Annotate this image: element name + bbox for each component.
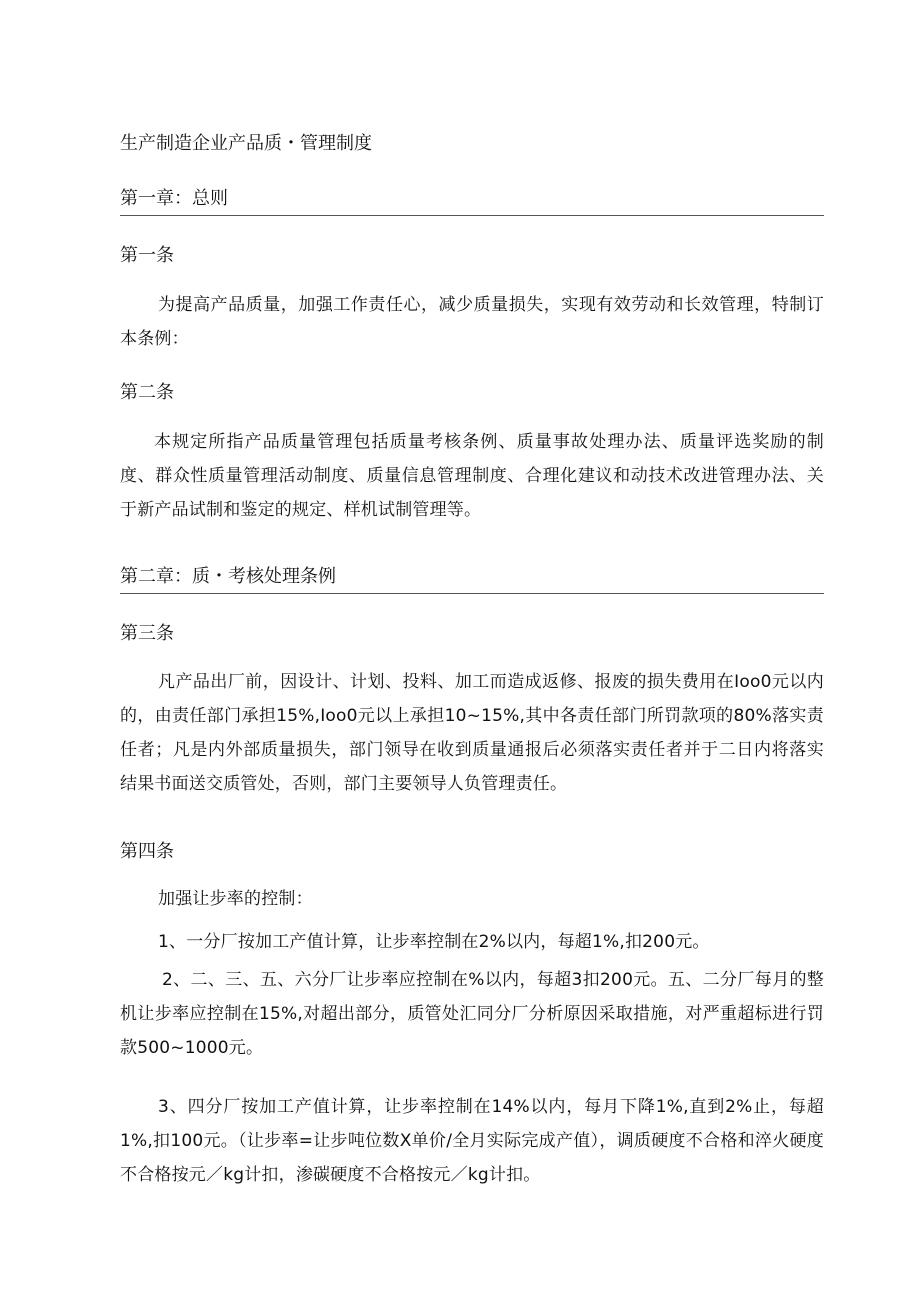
article-2-text: 本规定所指产品质量管理包括质量考核条例、质量事故处理办法、质量评选奖励的制度、群众性质量管理活动制度、质量信息管理制度、合理化建议和动技术改进管理办法、关于新产品试制和鉴定的规定、样机试制管理等。	[120, 432, 824, 520]
article-4-item-1: 1、一分厂按加工产值计算，让步率控制在2%以内，每超1%,扣200元。	[158, 932, 710, 952]
chapter-2-heading: 第二章：质・考核处理条例	[120, 565, 824, 594]
article-4-item-2: 2、二、三、五、六分厂让步率应控制在%以内，每超3扣200元。五、二分厂每月的整机让步率应控制在15%,对超出部分，质管处汇同分厂分析原因采取措施，对严重超标进行罚款500~1000元。	[120, 970, 824, 1058]
article-2-heading: 第二条	[120, 382, 174, 403]
article-4-item-3: 3、四分厂按加工产值计算，让步率控制在14%以内，每月下降1%,直到2%止，每超1%,扣100元。（让步率=让步吨位数X单价/全月实际完成产值），调质硬度不合格和淬火硬度不合格按元／kg计扣，渗碳硬度不合格按元／kg计扣。	[120, 1097, 824, 1185]
article-4-heading: 第四条	[120, 841, 174, 862]
article-3-text: 凡产品出厂前，因设计、计划、投料、加工而造成返修、报废的损失费用在Ioo0元以内的，由责任部门承担15%,Ioo0元以上承担10~15%,其中各责任部门所罚款项的80%落实责任者；凡是内外部质量损失，部门领导在收到质量通报后必须落实责任者并于二日内将落实结果书面送交质管处，否则，部门主要领导人负管理责任。	[120, 672, 824, 794]
chapter-1-heading: 第一章：总则	[120, 187, 824, 216]
article-1-heading: 第一条	[120, 245, 174, 266]
article-1-text: 为提高产品质量，加强工作责任心，减少质量损失，实现有效劳动和长效管理，特制订本条例：	[120, 295, 824, 349]
article-3-heading: 第三条	[120, 623, 174, 644]
document-title: 生产制造企业产品质・管理制度	[120, 133, 372, 154]
article-4-intro: 加强让步率的控制：	[158, 889, 313, 909]
